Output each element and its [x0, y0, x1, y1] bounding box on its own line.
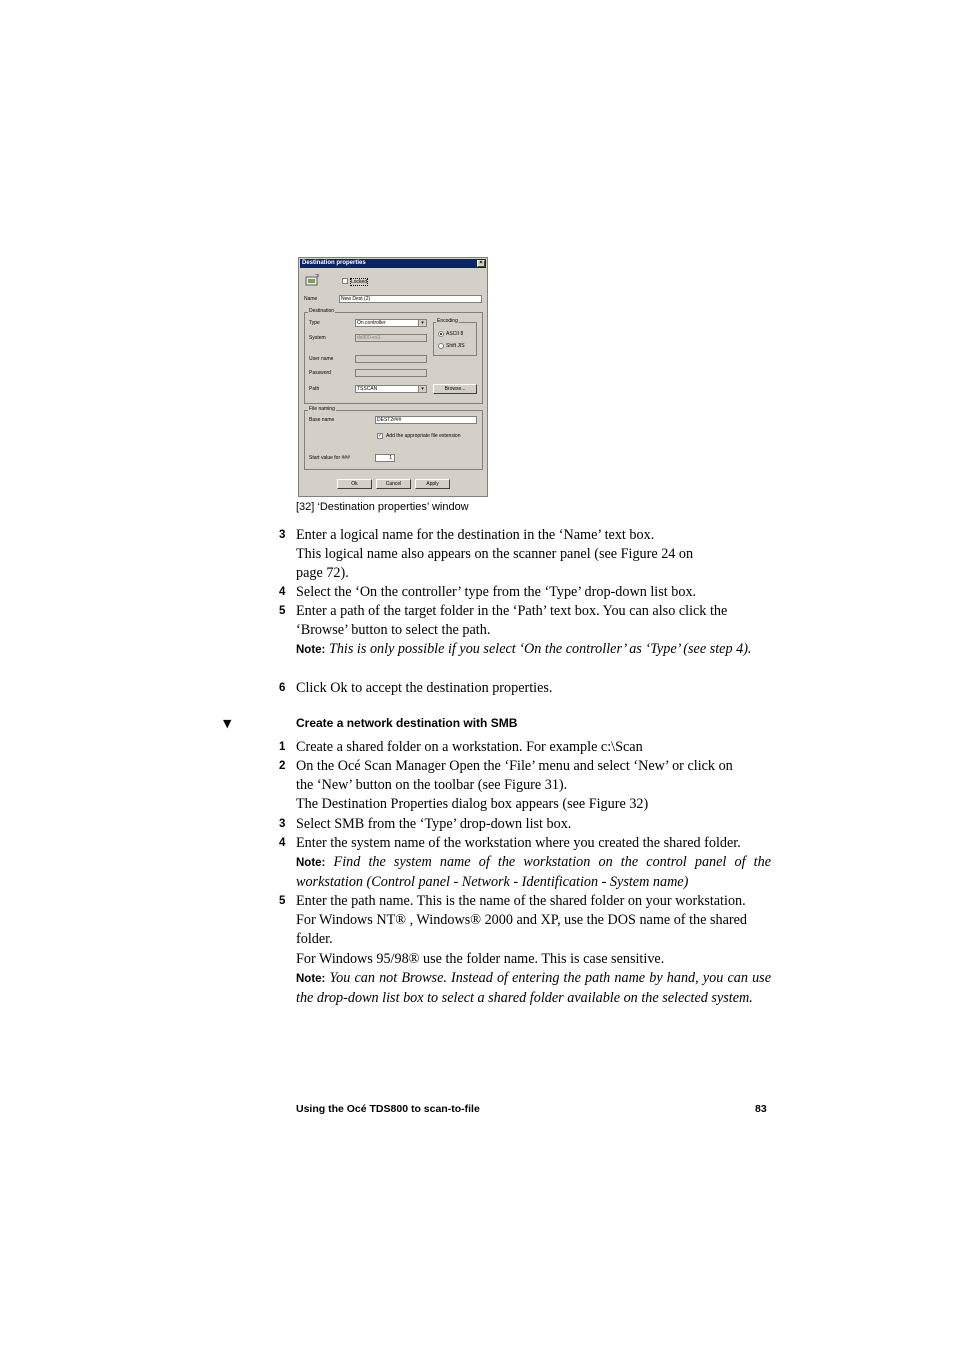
step-text: [296, 892, 771, 1008]
section-heading: Create a network destination with SMB: [296, 716, 518, 730]
name-label: Name: [304, 296, 318, 302]
password-input[interactable]: [355, 369, 427, 377]
type-dropdown[interactable]: [355, 319, 427, 327]
note: [296, 853, 771, 892]
step-line: The Destination Properties dialog box appears (see Figure 32): [296, 796, 649, 813]
note: [296, 640, 771, 660]
encoding-group: [433, 322, 477, 356]
heading-marker-icon: ▼: [223, 717, 232, 730]
locked-label: Locked: [351, 279, 368, 285]
note: [296, 969, 771, 1008]
step-number: 1: [279, 741, 286, 753]
file-naming-group-label: File naming: [309, 406, 335, 412]
step-line: the ‘New’ button on the toolbar (see Figure 31).: [296, 777, 568, 794]
step-text: [296, 526, 771, 584]
type-dropdown-value: On controller: [357, 320, 386, 326]
base-name-input[interactable]: DEST2###: [375, 416, 477, 424]
base-name-label: Base name: [309, 417, 335, 423]
step-number: 4: [279, 586, 286, 598]
path-dropdown[interactable]: [355, 385, 427, 393]
step-text: [296, 757, 771, 815]
step-text: [296, 583, 771, 602]
name-input[interactable]: New Dest (2): [339, 295, 482, 303]
step-line: Enter the system name of the workstation where you created the shared folder.: [296, 835, 741, 851]
destination-group-label: Destination: [309, 308, 335, 314]
system-input[interactable]: ds800-es1: [355, 334, 427, 342]
note-text: You can not Browse. Instead of entering the path name by hand, you can use the drop-down list box to select a shared folder available on the selected system.: [296, 969, 771, 1007]
step-number: 5: [279, 895, 286, 907]
encoding-group-label: Encoding: [437, 318, 458, 324]
apply-button[interactable]: Apply: [415, 479, 450, 489]
dialog-title-bar: [300, 259, 486, 268]
note-label: Note:: [296, 857, 326, 870]
step-line: Select SMB from the ‘Type’ drop-down list box.: [296, 816, 572, 832]
step-number: 6: [279, 682, 286, 694]
close-icon[interactable]: ×: [477, 260, 485, 267]
step-text: [296, 738, 771, 757]
path-dropdown-value: TSSCAN: [357, 386, 378, 392]
dialog-title: Destination properties: [302, 260, 366, 266]
step-text: [296, 602, 771, 661]
step-text: [296, 815, 771, 834]
note-text: This is only possible if you select ‘On the controller’ as ‘Type’ (see step 4).: [328, 641, 752, 658]
step-line: ‘Browse’ button to select the path.: [296, 622, 491, 639]
page-number: 83: [755, 1103, 767, 1115]
add-extension-checkbox[interactable]: ✓: [378, 433, 383, 439]
chevron-down-icon: ▾: [418, 386, 426, 392]
step-text: [296, 834, 771, 893]
encoding-shiftjis-label: Shift JIS: [446, 343, 465, 349]
destination-properties-dialog: [298, 257, 488, 497]
step-line: For Windows 95/98® use the folder name. This is case sensitive.: [296, 950, 665, 967]
step-number: 5: [279, 605, 286, 617]
system-label: System: [309, 335, 326, 341]
chevron-down-icon: ▾: [418, 320, 426, 326]
encoding-ascii-label: ASCII 8: [446, 331, 464, 337]
step-number: 2: [279, 760, 286, 772]
encoding-ascii-radio[interactable]: [438, 331, 444, 337]
step-line: This logical name also appears on the scanner panel (see Figure 24 on: [296, 546, 694, 563]
step-number: 3: [279, 818, 286, 830]
encoding-shiftjis-radio[interactable]: [438, 343, 444, 349]
figure-caption: [32] ‘Destination properties’ window: [296, 501, 469, 513]
cancel-button[interactable]: Cancel: [376, 479, 411, 489]
note-label: Note:: [296, 644, 326, 657]
step-line: Enter a logical name for the destination in the ‘Name’ text box.: [296, 527, 655, 543]
add-extension-label: Add the appropriate file extension: [386, 433, 461, 439]
start-value-label: Start value for ###: [309, 455, 350, 461]
step-line: For Windows NT® , Windows® 2000 and XP, use the DOS name of the shared: [296, 912, 747, 929]
locked-checkbox[interactable]: [342, 278, 348, 284]
password-label: Password: [309, 370, 331, 376]
destination-icon: [305, 274, 319, 286]
step-line: page 72).: [296, 565, 349, 582]
browse-button[interactable]: Browse...: [433, 384, 477, 394]
note-text: Find the system name of the workstation on the control panel of the workstation (Control panel - Network - Identification - System name): [296, 854, 772, 891]
type-label: Type: [309, 320, 320, 326]
step-number: 3: [279, 529, 286, 541]
step-text: [296, 679, 771, 698]
user-name-label: User name: [309, 356, 334, 362]
path-label: Path: [309, 386, 320, 392]
footer-title: Using the Océ TDS800 to scan-to-file: [296, 1103, 480, 1115]
ok-button[interactable]: Ok: [337, 479, 372, 489]
step-line: On the Océ Scan Manager Open the ‘File’ menu and select ‘New’ or click on: [296, 758, 733, 774]
step-number: 4: [279, 837, 286, 849]
user-name-input[interactable]: [355, 355, 427, 363]
step-line: Enter the path name. This is the name of the shared folder on your workstation.: [296, 893, 746, 909]
start-value-input[interactable]: 1: [375, 454, 395, 462]
step-line: Click Ok to accept the destination properties.: [296, 680, 553, 696]
step-line: folder.: [296, 931, 333, 948]
step-line: Select the ‘On the controller’ type from the ‘Type’ drop-down list box.: [296, 584, 697, 600]
step-line: Create a shared folder on a workstation. For example c:\Scan: [296, 739, 643, 755]
note-label: Note:: [296, 972, 326, 985]
step-line: Enter a path of the target folder in the ‘Path’ text box. You can also click the: [296, 603, 728, 619]
